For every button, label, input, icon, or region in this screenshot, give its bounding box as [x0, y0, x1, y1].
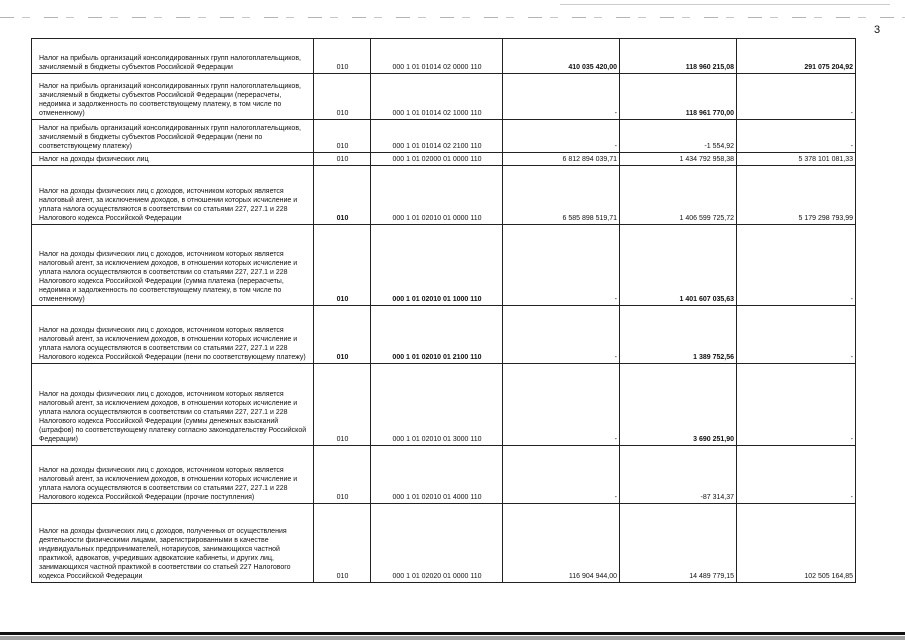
row-budget-code: 000 1 01 02010 01 0000 110: [371, 166, 503, 225]
row-approved: -: [503, 225, 620, 306]
page-number: 3: [874, 24, 881, 36]
row-approved: 410 035 420,00: [503, 39, 620, 74]
row-name: Налог на доходы физических лиц с доходов, источником которых является налоговый агент, за исключением доходов, в отношении которых исчисление и уплата налога осуществляются в соответствии со статьями 227, 227.1 и 228 Налогового кодекса Российской Федерации (прочие поступления): [32, 446, 314, 504]
row-approved: 116 904 944,00: [503, 504, 620, 583]
table-row: [32, 39, 856, 74]
row-line-code: 010: [314, 364, 371, 446]
scan-artifact-bottom-shadow: [0, 636, 905, 640]
row-name: Налог на прибыль организаций консолидированных групп налогоплательщиков, зачисляемый в бюджеты субъектов Российской Федерации (пени по соответствующему платежу): [32, 120, 314, 153]
scan-artifact-header-line: [0, 17, 905, 18]
row-budget-code: 000 1 01 02000 01 0000 110: [371, 153, 503, 166]
row-line-code: 010: [314, 306, 371, 364]
row-executed: -87 314,37: [620, 446, 737, 504]
row-unexecuted: -: [737, 120, 856, 153]
row-executed: 14 489 779,15: [620, 504, 737, 583]
scan-artifact-bottom-edge: [0, 632, 905, 635]
row-unexecuted: -: [737, 306, 856, 364]
row-line-code: 010: [314, 39, 371, 74]
row-approved: -: [503, 120, 620, 153]
row-budget-code: 000 1 01 02010 01 1000 110: [371, 225, 503, 306]
table-row: [32, 446, 856, 504]
row-approved: -: [503, 306, 620, 364]
row-budget-code: 000 1 01 02010 01 2100 110: [371, 306, 503, 364]
scan-artifact-top: [560, 4, 890, 5]
row-budget-code: 000 1 01 01014 02 0000 110: [371, 39, 503, 74]
row-name: Налог на доходы физических лиц с доходов, источником которых является налоговый агент, за исключением доходов, в отношении которых исчисление и уплата налога осуществляются в соответствии со статьями 227, 227.1 и 228 Налогового кодекса Российской Федерации (сумма платежа (перерасчеты, недоимка и задолженность по соответствующему платежу, в том числе по отмененному): [32, 225, 314, 306]
row-unexecuted: 5 179 298 793,99: [737, 166, 856, 225]
row-approved: 6 585 898 519,71: [503, 166, 620, 225]
row-budget-code: 000 1 01 02010 01 4000 110: [371, 446, 503, 504]
table-row: [32, 364, 856, 446]
row-executed: 118 960 215,08: [620, 39, 737, 74]
row-executed: 118 961 770,00: [620, 74, 737, 120]
row-executed: 1 401 607 035,63: [620, 225, 737, 306]
row-line-code: 010: [314, 225, 371, 306]
row-executed: 1 434 792 958,38: [620, 153, 737, 166]
row-approved: 6 812 894 039,71: [503, 153, 620, 166]
row-name: Налог на прибыль организаций консолидированных групп налогоплательщиков, зачисляемый в бюджеты субъектов Российской Федерации: [32, 39, 314, 74]
row-approved: -: [503, 364, 620, 446]
row-unexecuted: -: [737, 446, 856, 504]
row-approved: -: [503, 446, 620, 504]
table-row: [32, 504, 856, 583]
row-budget-code: 000 1 01 02010 01 3000 110: [371, 364, 503, 446]
row-unexecuted: -: [737, 225, 856, 306]
row-name: Налог на прибыль организаций консолидированных групп налогоплательщиков, зачисляемый в бюджеты субъектов Российской Федерации (перерасчеты, недоимка и задолженность по соответствующему платежу, в том числе по отмененному): [32, 74, 314, 120]
table-row: [32, 306, 856, 364]
row-name: Налог на доходы физических лиц: [32, 153, 314, 166]
row-name: Налог на доходы физических лиц с доходов, полученных от осуществления деятельности физическими лицами, зарегистрированными в качестве индивидуальных предпринимателей, нотариусов, занимающихся частной практикой, адвокатов, учредивших адвокатские кабинеты, и других лиц, занимающихся частной практикой в соответствии со статьей 227 Налогового кодекса Российской Федерации: [32, 504, 314, 583]
row-unexecuted: 5 378 101 081,33: [737, 153, 856, 166]
table-row: [32, 74, 856, 120]
table-row: [32, 166, 856, 225]
row-line-code: 010: [314, 166, 371, 225]
row-budget-code: 000 1 01 01014 02 2100 110: [371, 120, 503, 153]
row-unexecuted: 291 075 204,92: [737, 39, 856, 74]
row-unexecuted: -: [737, 364, 856, 446]
row-budget-code: 000 1 01 01014 02 1000 110: [371, 74, 503, 120]
row-name: Налог на доходы физических лиц с доходов, источником которых является налоговый агент, за исключением доходов, в отношении которых исчисление и уплата налога осуществляются в соответствии со статьями 227, 227.1 и 228 Налогового кодекса Российской Федерации (пени по соответствующему платежу): [32, 306, 314, 364]
row-line-code: 010: [314, 504, 371, 583]
row-name: Налог на доходы физических лиц с доходов, источником которых является налоговый агент, за исключением доходов, в отношении которых исчисление и уплата налога осуществляются в соответствии со статьями 227, 227.1 и 228 Налогового кодекса Российской Федерации: [32, 166, 314, 225]
row-name: Налог на доходы физических лиц с доходов, источником которых является налоговый агент, за исключением доходов, в отношении которых исчисление и уплата налога осуществляются в соответствии со статьями 227, 227.1 и 228 Налогового кодекса Российской Федерации (суммы денежных взысканий (штрафов) по соответствующему платежу согласно законодательству Российской Федерации): [32, 364, 314, 446]
row-approved: -: [503, 74, 620, 120]
row-executed: -1 554,92: [620, 120, 737, 153]
row-executed: 3 690 251,90: [620, 364, 737, 446]
revenue-report-table: [31, 38, 856, 583]
row-budget-code: 000 1 01 02020 01 0000 110: [371, 504, 503, 583]
row-line-code: 010: [314, 153, 371, 166]
row-line-code: 010: [314, 120, 371, 153]
row-executed: 1 406 599 725,72: [620, 166, 737, 225]
table-row: [32, 153, 856, 166]
table-row: [32, 120, 856, 153]
row-line-code: 010: [314, 74, 371, 120]
table-row: [32, 225, 856, 306]
row-line-code: 010: [314, 446, 371, 504]
row-executed: 1 389 752,56: [620, 306, 737, 364]
row-unexecuted: -: [737, 74, 856, 120]
row-unexecuted: 102 505 164,85: [737, 504, 856, 583]
